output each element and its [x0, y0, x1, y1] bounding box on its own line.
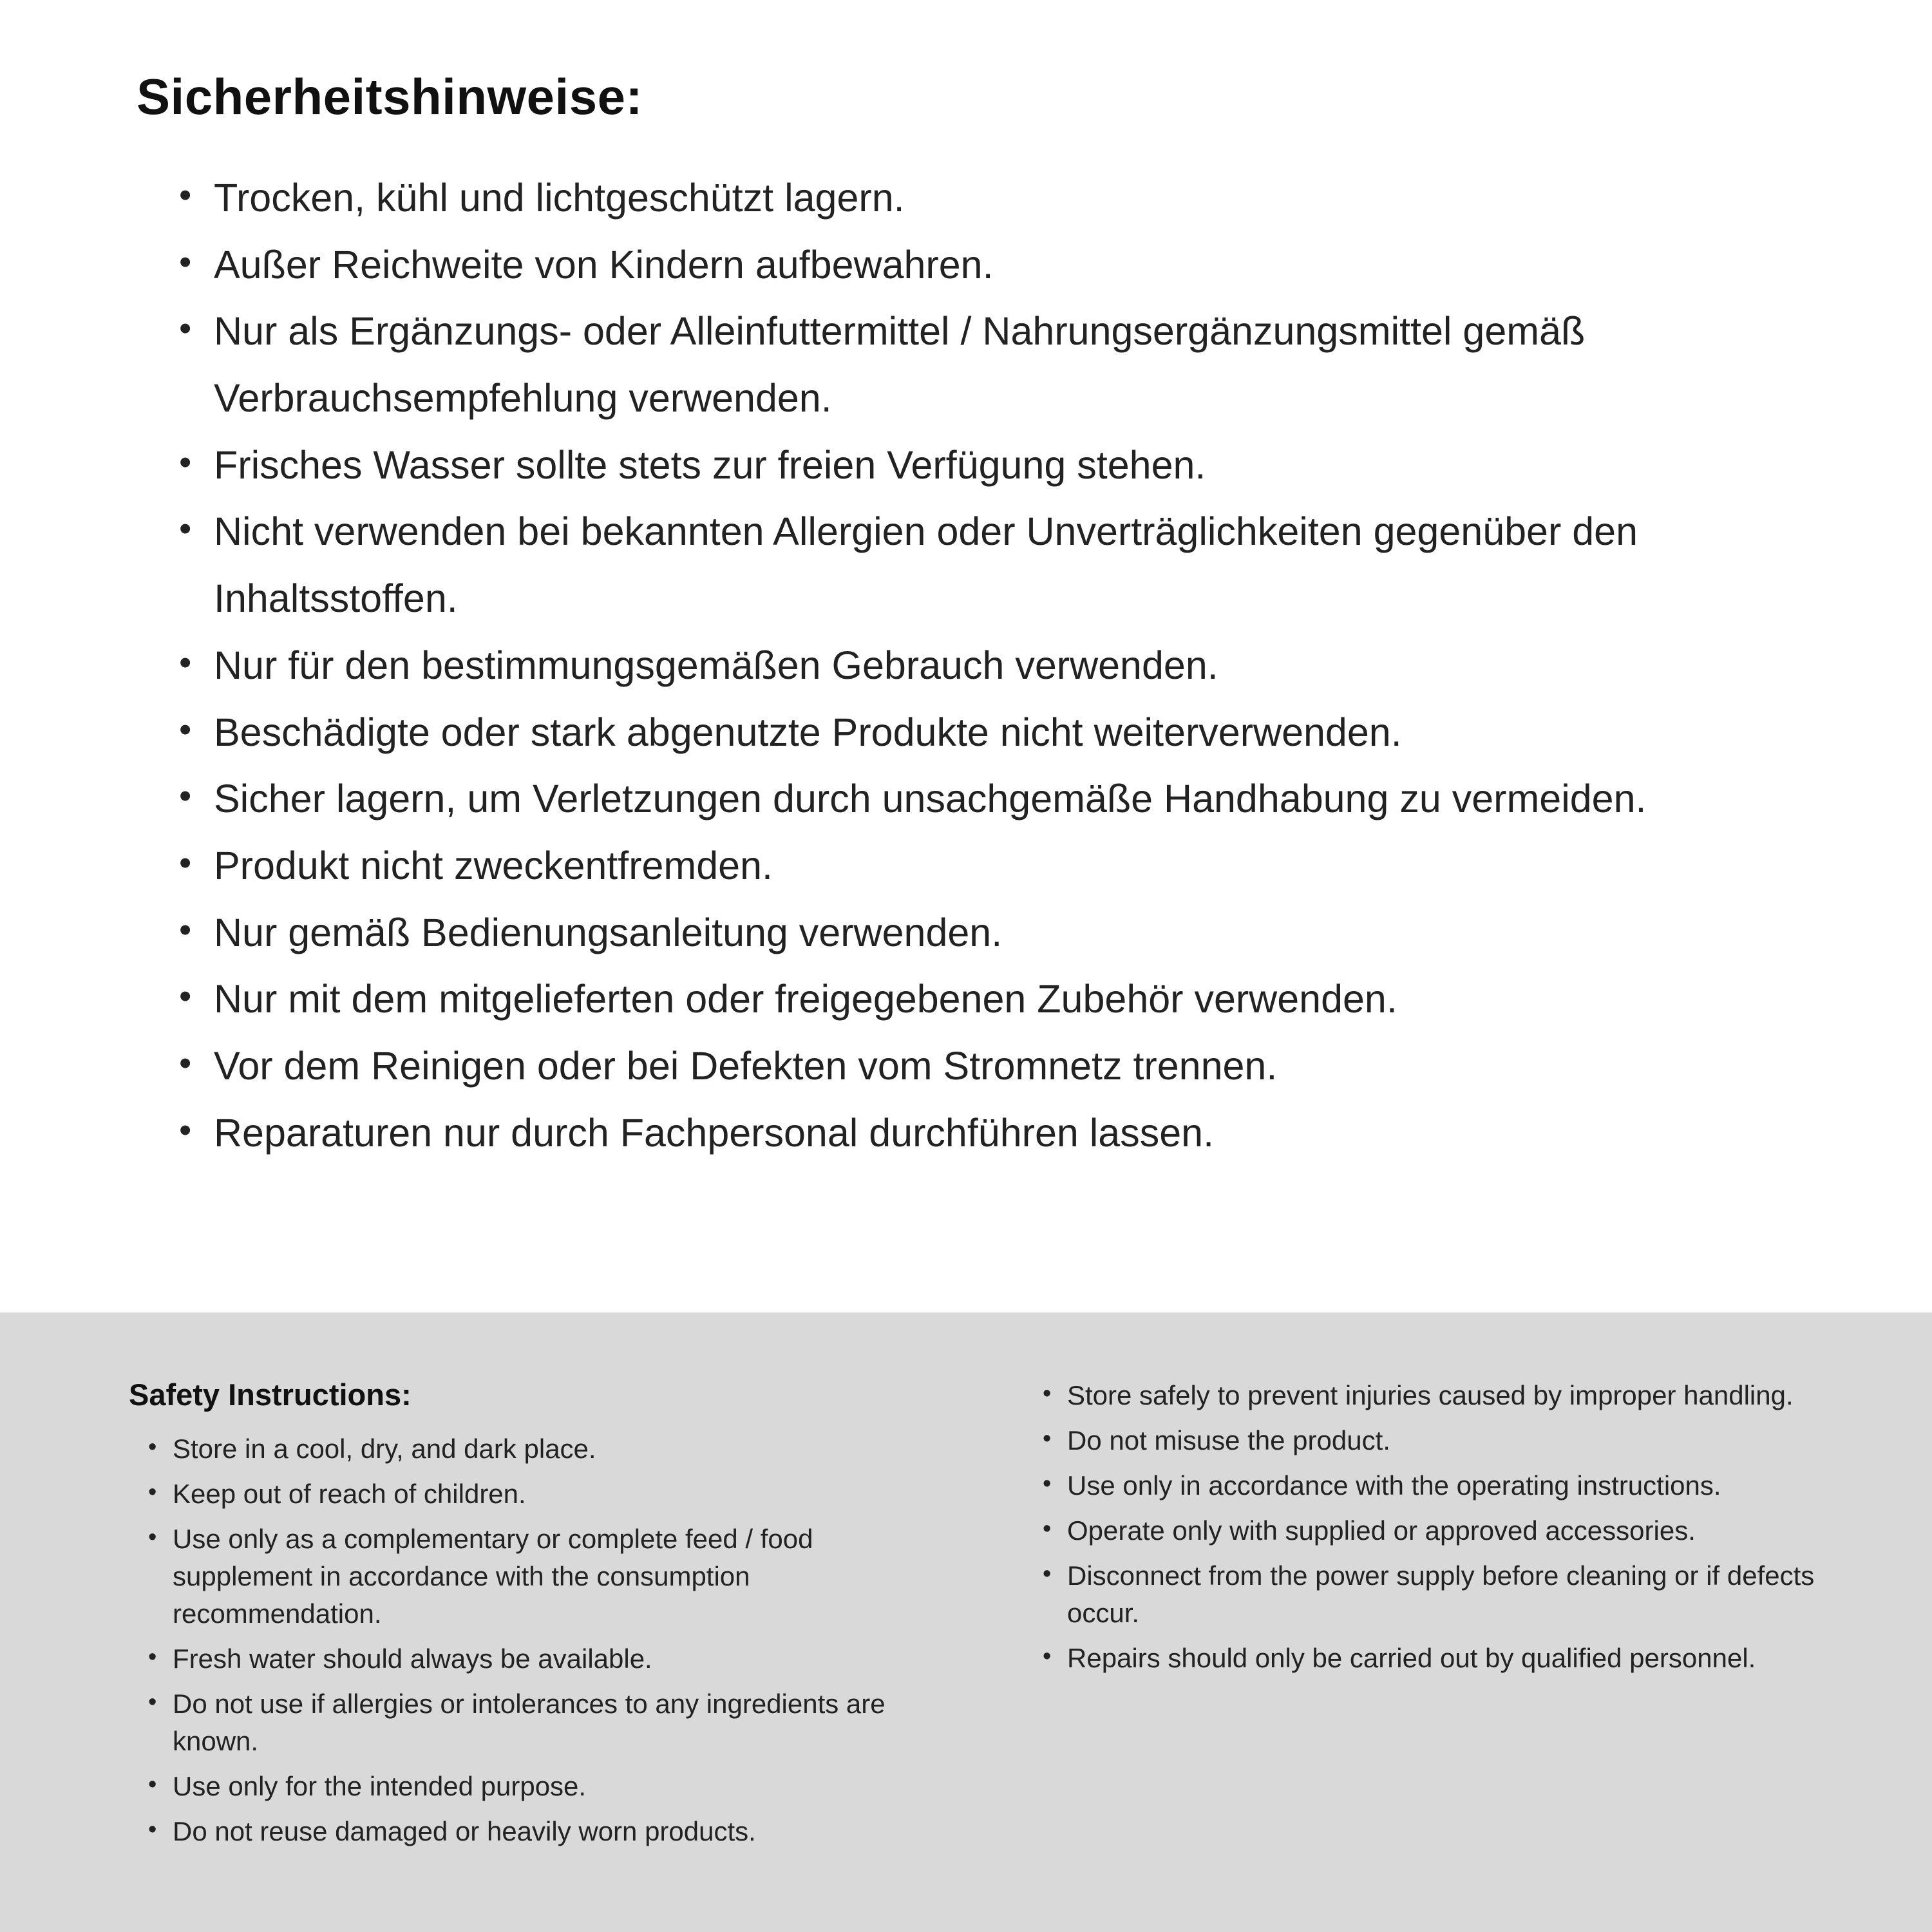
list-item: • Außer Reichweite von Kindern aufbewahren.: [174, 232, 1835, 299]
list-item: • Beschädigte oder stark abgenutzte Produkte nicht weiterverwenden.: [174, 699, 1835, 766]
list-item: • Keep out of reach of children.: [146, 1475, 905, 1513]
list-item: • Vor dem Reinigen oder bei Defekten vom Stromnetz trennen.: [174, 1033, 1835, 1100]
german-safety-list: [137, 165, 1835, 1166]
list-item: • Sicher lagern, um Verletzungen durch unsachgemäße Handhabung zu vermeiden.: [174, 766, 1835, 833]
list-item: • Produkt nicht zweckentfremden.: [174, 833, 1835, 900]
list-item: • Store safely to prevent injuries caused by improper handling.: [1040, 1377, 1816, 1414]
list-item: • Nur gemäß Bedienungsanleitung verwenden.: [174, 900, 1835, 967]
list-item: • Do not reuse damaged or heavily worn products.: [146, 1813, 905, 1850]
list-item: • Do not use if allergies or intolerances to any ingredients are known.: [146, 1685, 905, 1760]
english-safety-list-left: [129, 1430, 905, 1850]
list-item: • Nur für den bestimmungsgemäßen Gebrauch verwenden.: [174, 632, 1835, 699]
list-item: • Nicht verwenden bei bekannten Allergien oder Unverträglichkeiten gegenüber den Inhaltsstoffen.: [174, 498, 1835, 632]
list-item: • Disconnect from the power supply before cleaning or if defects occur.: [1040, 1557, 1816, 1632]
english-safety-section: [0, 1312, 1932, 1932]
list-item: • Frisches Wasser sollte stets zur freien Verfügung stehen.: [174, 432, 1835, 499]
list-item: • Nur als Ergänzungs- oder Alleinfuttermittel / Nahrungsergänzungsmittel gemäß Verbrauchsempfehlung verwenden.: [174, 298, 1835, 431]
english-left-column: [129, 1377, 905, 1893]
list-item: • Fresh water should always be available.: [146, 1640, 905, 1678]
list-item: • Trocken, kühl und lichtgeschützt lagern.: [174, 165, 1835, 232]
english-safety-list-right: [1040, 1377, 1816, 1677]
list-item: • Reparaturen nur durch Fachpersonal durchführen lassen.: [174, 1100, 1835, 1167]
english-right-column: [1040, 1377, 1816, 1893]
list-item: • Operate only with supplied or approved accessories.: [1040, 1512, 1816, 1549]
list-item: • Do not misuse the product.: [1040, 1422, 1816, 1459]
list-item: • Repairs should only be carried out by qualified personnel.: [1040, 1640, 1816, 1677]
list-item: • Use only in accordance with the operating instructions.: [1040, 1467, 1816, 1504]
english-section-title: Safety Instructions:: [129, 1378, 412, 1412]
list-item: • Nur mit dem mitgelieferten oder freigegebenen Zubehör verwenden.: [174, 966, 1835, 1033]
german-section-title: Sicherheitshinweise:: [137, 68, 643, 125]
list-item: • Use only as a complementary or complete feed / food supplement in accordance with the consumption recommendation.: [146, 1520, 905, 1633]
list-item: • Store in a cool, dry, and dark place.: [146, 1430, 905, 1468]
list-item: • Use only for the intended purpose.: [146, 1768, 905, 1805]
